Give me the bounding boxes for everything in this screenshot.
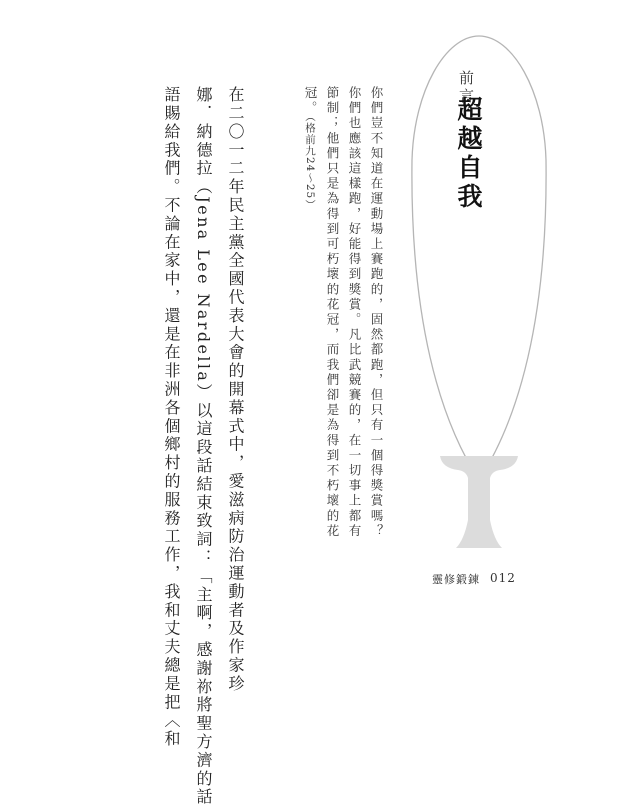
book-title: 靈修鍛鍊 bbox=[432, 573, 480, 586]
epigraph-line: 你們豈不知道在運動場上賽跑的，固然都跑，但只有一個得獎賞嗎？ bbox=[369, 86, 384, 539]
chapter-title: 超越自我 bbox=[454, 96, 483, 212]
body-text-line: 語賜給我們。不論在家中，還是在非洲各個鄉村的服務工作，我和丈夫總是把〈和 bbox=[162, 86, 181, 749]
body-text-line: 娜．納德拉（Jena Lee Nardella）以這段話結束致詞：「主啊，感謝祢將聖方濟的話 bbox=[194, 86, 213, 807]
epigraph-line-last bbox=[301, 86, 319, 211]
tau-cross-shape bbox=[440, 456, 518, 548]
epigraph-line: 節制；他們只是為得到可朽壞的花冠，而我們卻是為得到不朽壞的花 bbox=[325, 86, 340, 539]
scripture-reference: （格前九24～25） bbox=[304, 116, 316, 211]
epigraph-ending: 冠。 bbox=[303, 86, 318, 117]
body-text-line: 在二〇一二年民主黨全國代表大會的開幕式中，愛滋病防治運動者及作家珍 bbox=[226, 86, 245, 694]
section-label: 前言 bbox=[457, 70, 475, 106]
epigraph-line: 你們也應該這樣跑，好能得到獎賞。凡比武競賽的，在一切事上都有 bbox=[347, 86, 362, 539]
page-number: 012 bbox=[490, 571, 516, 585]
